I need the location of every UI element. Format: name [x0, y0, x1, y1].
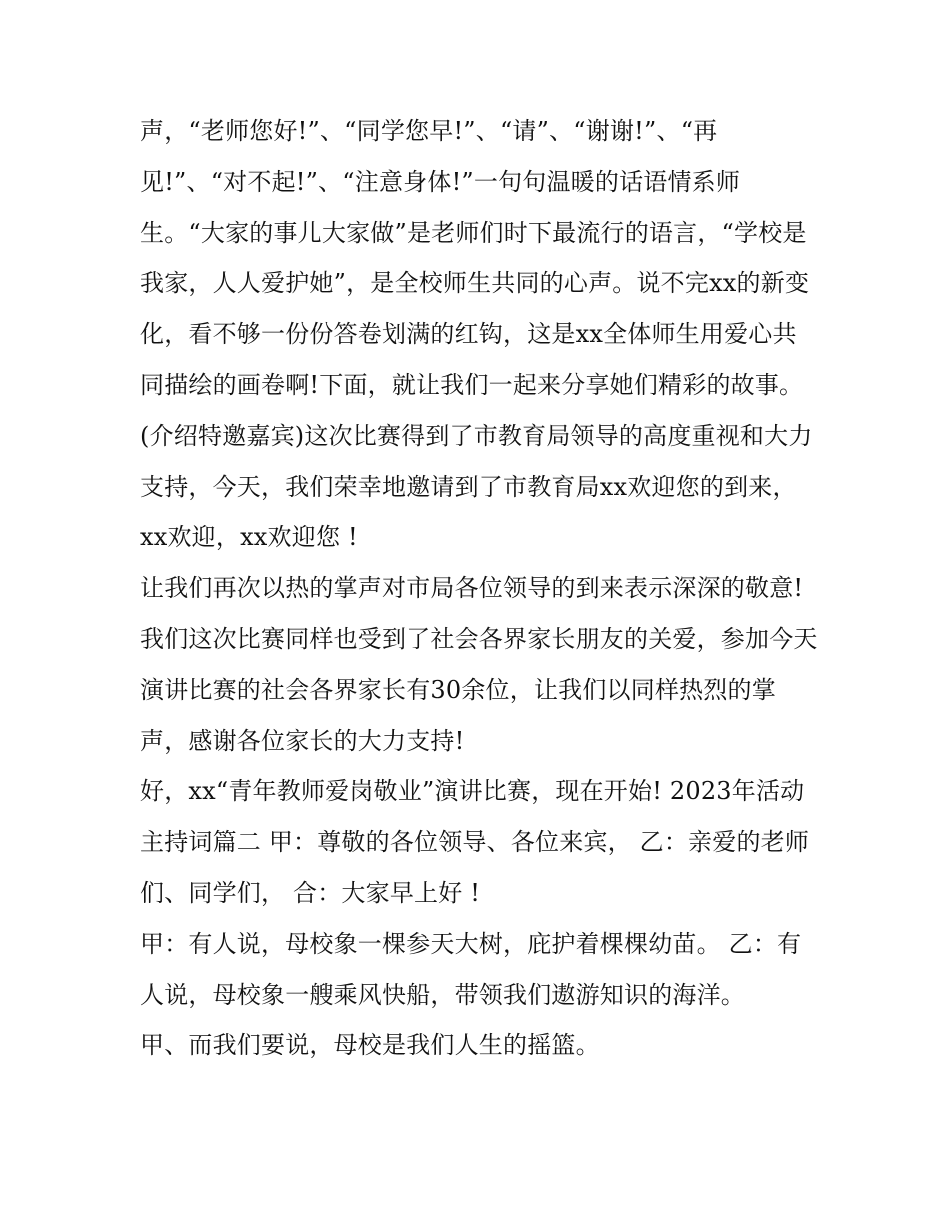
paragraph: 好，xx“青年教师爱岗敬业”演讲比赛，现在开始! 2023年活动主持词篇二 甲：尊敬的各位领导、各位来宾， 乙：亲爱的老师们、同学们， 合：大家早上好 ! [140, 777, 810, 907]
paragraph: (介绍特邀嘉宾)这次比赛得到了市教育局领导的高度重视和大力支持，今天，我们荣幸地邀请到了市教育局xx欢迎您的到来，xx欢迎，xx欢迎您 ! [140, 421, 813, 552]
paragraph: 甲、而我们要说，母校是我们人生的摇篮。 [140, 1031, 600, 1060]
paragraph: 我们这次比赛同样也受到了社会各界家长朋友的关爱，参加今天演讲比赛的社会各界家长有30余位，让我们以同样热烈的掌声，感谢各位家长的大力支持! [140, 624, 818, 755]
paragraph: 让我们再次以热的掌声对市局各位领导的到来表示深深的敬意! [140, 574, 804, 603]
paragraph: 甲：有人说，母校象一棵参天大树，庇护着棵棵幼苗。 乙：有人说，母校象一艘乘风快船，带领我们遨游知识的海洋。 [140, 929, 802, 1009]
paragraph: 声，“老师您好!”、“同学您早!”、“请”、“谢谢!”、“再见!”、“对不起!”、“注意身体!”一句句温暖的话语情系师生。“大家的事儿大家做”是老师们时下最流行的语言，“学校是我家，人人爱护她”，是全校师生共同的心声。说不完xx的新变化，看不够一份份答卷划满的红钩，这是xx全体师生用爱心共同描绘的画卷啊!下面，就让我们一起来分享她们精彩的故事。 [140, 117, 810, 399]
document-body [140, 106, 820, 1071]
